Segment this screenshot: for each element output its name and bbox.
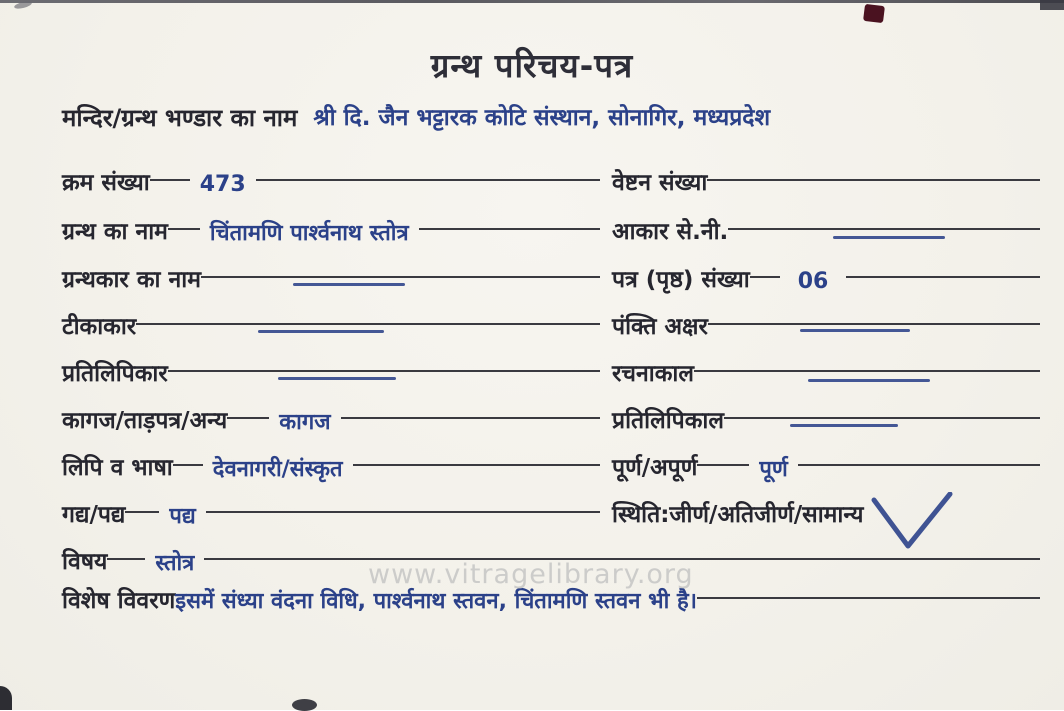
field-row-lines-letters xyxy=(612,313,1040,343)
ruled-line xyxy=(708,323,1040,325)
field-row-commentator xyxy=(62,313,600,343)
checkmark-icon xyxy=(870,492,956,552)
scan-artifact-corner xyxy=(0,686,12,710)
pen-mark xyxy=(790,424,898,427)
field-label: आकार से.नी. xyxy=(612,219,729,245)
ruled-line xyxy=(150,179,190,181)
ruled-line xyxy=(419,228,600,230)
ruled-line xyxy=(724,417,1040,419)
ruled-line xyxy=(206,511,600,513)
watermark: www.vitragelibrary.org xyxy=(368,559,694,590)
field-row-complete-incomplete xyxy=(612,454,1040,486)
pen-mark xyxy=(278,377,396,380)
repository-value: श्री दि. जैन भट्टारक कोटि संस्थान, सोनागिर, मध्यप्रदेश xyxy=(313,105,771,131)
field-label: टीकाकार xyxy=(62,314,137,340)
scan-artifact-top-edge xyxy=(0,0,1064,3)
field-row-author-name xyxy=(62,266,600,296)
field-value-ink: कागज xyxy=(279,410,331,435)
ruled-line xyxy=(353,464,600,466)
special-details-label: विशेष विवरण xyxy=(62,588,176,614)
ruled-line xyxy=(227,417,269,419)
field-value-ink: 473 xyxy=(199,172,246,197)
field-label: ग्रन्थ का नाम xyxy=(62,219,168,245)
field-value-ink: पद्य xyxy=(169,504,196,529)
ruled-line xyxy=(697,464,749,466)
ruled-line xyxy=(107,558,145,560)
scan-artifact-corner xyxy=(1040,0,1064,10)
scan-artifact-blob xyxy=(292,699,317,711)
field-label: पंक्ति अक्षर xyxy=(612,314,708,340)
ruled-line xyxy=(341,417,600,419)
field-row-copy-date xyxy=(612,407,1040,437)
field-label: वेष्टन संख्या xyxy=(612,170,708,196)
repository-label: मन्दिर/ग्रन्थ भण्डार का नाम xyxy=(62,104,298,132)
ruled-line xyxy=(168,370,600,372)
ruled-line xyxy=(136,323,600,325)
field-row-page-count xyxy=(612,266,1040,298)
ruled-line xyxy=(697,597,1040,599)
field-row-composition-date xyxy=(612,360,1040,390)
field-label: ग्रन्थकार का नाम xyxy=(62,267,201,293)
ruled-line xyxy=(201,276,600,278)
page-title: ग्रन्थ परिचय-पत्र xyxy=(430,46,634,85)
pen-mark xyxy=(293,283,405,286)
field-label: पूर्ण/अपूर्ण xyxy=(612,455,698,481)
pen-mark xyxy=(800,329,910,332)
ruled-line xyxy=(798,464,1040,466)
special-details-value-ink: इसमें संध्या वंदना विधि, पार्श्वनाथ स्तवन, चिंतामणि स्तवन भी है। xyxy=(175,589,697,614)
special-details-row xyxy=(62,586,1040,617)
pen-mark xyxy=(258,330,384,333)
ruled-line xyxy=(694,370,1040,372)
field-label: प्रतिलिपिकाल xyxy=(612,408,724,434)
repository-row xyxy=(62,103,1040,135)
field-label: लिपि व भाषा xyxy=(62,455,173,481)
field-value-ink: 06 xyxy=(797,269,829,294)
field-label: विषय xyxy=(62,549,108,575)
field-value-ink: चिंतामणि पार्श्वनाथ स्तोत्र xyxy=(209,221,409,246)
ruled-line xyxy=(256,179,600,181)
field-row-serial-number xyxy=(62,169,600,201)
field-value-ink: पूर्ण xyxy=(759,457,788,482)
ruled-line xyxy=(750,276,780,278)
field-value-ink: स्तोत्र xyxy=(155,551,195,576)
field-label: प्रतिलिपिकार xyxy=(62,361,168,387)
field-label: पत्र (पृष्ठ) संख्या xyxy=(612,267,750,293)
field-label: गद्य/पद्य xyxy=(62,502,126,528)
ruled-line xyxy=(168,228,200,230)
ruled-line xyxy=(728,228,1040,230)
field-row-material xyxy=(62,407,600,439)
pen-mark xyxy=(808,379,930,382)
pen-mark xyxy=(833,236,945,239)
ruled-line xyxy=(173,464,203,466)
ruled-line xyxy=(707,179,1040,181)
ruled-line xyxy=(125,511,159,513)
field-label: रचनाकाल xyxy=(612,361,694,387)
field-row-granth-name xyxy=(62,218,600,250)
field-row-condition xyxy=(612,501,1040,531)
field-row-prose-verse xyxy=(62,501,600,533)
field-label: स्थिति:जीर्ण/अतिजीर्ण/सामान्य xyxy=(612,502,864,528)
field-label: कागज/ताड़पत्र/अन्य xyxy=(62,408,228,434)
field-row-size-cm xyxy=(612,218,1040,248)
field-row-copyist xyxy=(62,360,600,390)
field-label: क्रम संख्या xyxy=(62,170,150,196)
scan-artifact-ink-blob xyxy=(863,4,885,23)
field-row-script-language xyxy=(62,454,600,486)
ruled-line xyxy=(846,276,1040,278)
field-row-bundle-number xyxy=(612,169,1040,199)
field-value-ink: देवनागरी/संस्कृत xyxy=(212,457,343,482)
